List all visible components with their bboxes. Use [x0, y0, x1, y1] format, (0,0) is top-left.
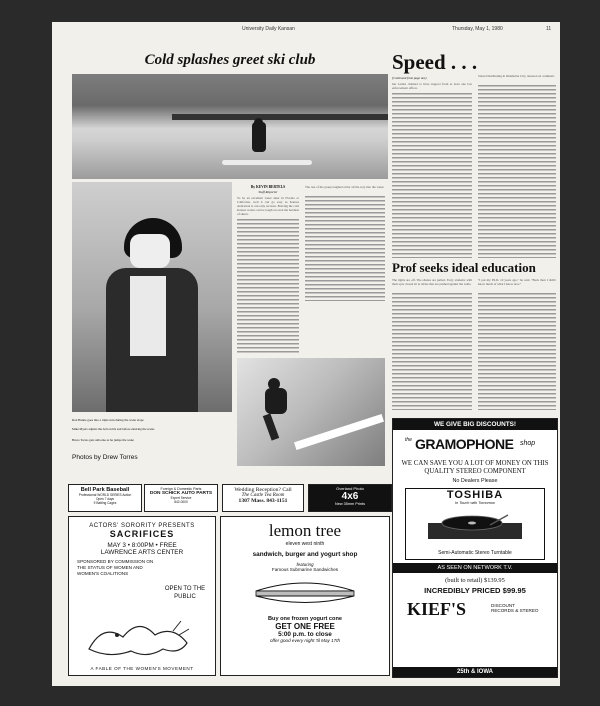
baseball-ad-line-3: 9 Batting Cages [93, 501, 117, 505]
ski-caption-3: Bruce Torres gets airborne as he jumps the wake [72, 438, 134, 442]
overland-photo-ad [308, 484, 392, 512]
folio-paper-name: University Daily Kansan [242, 26, 295, 32]
actors-ad-show: SACRIFICES [109, 529, 175, 539]
lemon-ad-free: GET ONE FREE [275, 622, 335, 631]
gramophone-ad-dealers: No Dealers Please [452, 478, 498, 484]
kiefs-address: 25th & IOWA [393, 667, 557, 677]
actors-sorority-ad [68, 516, 216, 676]
baseball-ad [68, 484, 142, 512]
sandwich-illustration [250, 575, 360, 609]
speed-story-body-continued: States Distributing in Oklahoma City, released on comment. [478, 74, 555, 78]
lemon-ad-name: lemon tree [268, 521, 342, 540]
actors-ad-sponsor: SPONSORED BY COMMISSION ON THE STATUS OF WOMEN AND WOMEN'S COALITIONS [77, 559, 154, 576]
prof-column-1 [392, 292, 472, 410]
prof-story-body: The lights are off. The shades are pulled. Forty students with their eyes closed sit at tables that are pushed against the walls. [392, 278, 472, 287]
gramophone-ad-retail-price: (built to retail) $139.95 [445, 577, 505, 584]
lemon-ad-tagline: sandwich, burger and yogurt shop [252, 551, 358, 558]
auto-parts-ad-line-2: 842-0000 [174, 500, 188, 504]
prof-column-2 [478, 292, 556, 410]
gramophone-ad-the: the [405, 437, 412, 443]
ski-story-byline: By KEVIN BERTELS [250, 185, 286, 189]
speed-continued-line: (Continued from page one) [392, 76, 427, 80]
speed-story-body: but Ladies claimed to have support from at least one law enforcement officer. [392, 82, 472, 90]
newspaper-page [52, 22, 560, 686]
kiefs-logo: KIEF'S [407, 599, 467, 619]
wedding-ad-name: The Castle Tea Room [241, 493, 285, 498]
baseball-ad-line-1: Professional WORLD SERIES Action [78, 493, 132, 497]
wedding-ad-title: Wedding Reception? Call [234, 487, 292, 493]
baseball-ad-title: Bell Park Baseball [80, 487, 130, 493]
kiefs-subtitle: DISCOUNT RECORDS & STEREO [491, 603, 539, 614]
toshiba-tagline: In Touch with Tomorrow [454, 501, 496, 505]
auto-parts-ad-title: Foreign & Domestic Parts [160, 487, 202, 491]
speed-column-1 [392, 92, 472, 258]
actors-ad-title: ACTORS' SORORITY PRESENTS [89, 523, 195, 529]
gramophone-ad-pitch: WE CAN SAVE YOU A LOT OF MONEY ON THIS QUALITY STEREO COMPONENT [401, 460, 549, 475]
actors-ad-dates: MAY 3 • 8:00PM • FREE [107, 542, 177, 549]
actors-ad-fable: A FABLE OF THE WOMEN'S MOVEMENT [90, 666, 194, 671]
skier-jump-photo [237, 358, 385, 466]
auto-parts-ad-name: DON SCHICK AUTO PARTS [149, 491, 213, 496]
lemon-ad-featuring: featuring [296, 562, 314, 567]
water-skier-photo [72, 74, 388, 179]
toshiba-logo: TOSHIBA [446, 489, 504, 501]
photo-credit: Photos by Drew Torres [72, 454, 138, 461]
lemon-ad-address: eleven west ninth [285, 541, 325, 547]
lemon-ad-offer: Buy one frozen yogurt cone [268, 616, 342, 622]
auto-parts-ad [144, 484, 218, 512]
gramophone-ad-shop: shop [520, 440, 536, 447]
gramophone-ad-sale-price: INCREDIBLY PRICED $99.95 [424, 586, 526, 595]
lemon-ad-time: 5:00 p.m. to close [278, 631, 332, 638]
gramophone-ad-network: AS SEEN ON NETWORK T.V. [393, 563, 557, 573]
speed-column-2 [478, 84, 556, 258]
actors-ad-open: OPEN TO THE PUBLIC [164, 586, 206, 600]
ski-caption-1: Ron Hanna goes into a triple turn during the water slope [72, 418, 144, 422]
wedding-ad [222, 484, 304, 512]
speed-story-headline: Speed . . . [392, 50, 478, 74]
ski-story-column-2 [305, 195, 385, 301]
ski-story-column-1 [237, 218, 299, 354]
auto-parts-ad-line-1: Expert Service [170, 496, 192, 500]
overland-ad-size: 4x6 [341, 491, 359, 502]
turntable-illustration [420, 505, 530, 545]
overland-ad-sub: New 35mm Prints [335, 502, 365, 506]
ski-story-headline: Cold splashes greet ski club [144, 52, 316, 68]
ski-story-body: To be an excellent water skier in Florida or California, well it can go easy as Kansas dedication is can only recreate. Braving the cold Kansas waters can be tough on even the hardiest of skiers. [237, 196, 299, 216]
overland-ad-title: Overland Photo [336, 486, 364, 491]
lemon-ad-special: Famous Submarine Sandwiches [271, 567, 339, 572]
gramophone-ad-banner: WE GIVE BIG DISCOUNTS! [393, 419, 557, 430]
baseball-ad-line-2: Open 7 days [95, 497, 115, 501]
folio-page-number: 11 [546, 26, 552, 32]
ski-story-body-continued: The rest of the group laughed at her all the way into the water. [305, 185, 385, 189]
folio-date: Thursday, May 1, 1980 [452, 26, 503, 32]
turntable-product-name: Semi-Automatic Stereo Turntable [438, 550, 512, 556]
gramophone-ad-name: GRAMOPHONE [415, 436, 514, 452]
gramophone-ad [392, 418, 558, 678]
wedding-ad-phone: 1307 Mass. 843-1151 [238, 498, 288, 504]
creature-illustration [83, 613, 203, 661]
ski-caption-2: Mike Myers adjusts the belt on his suit before entering the water. [72, 427, 155, 431]
lemon-ad-expires: offer good every night 'til May 17th [269, 638, 341, 643]
prof-story-headline: Prof seeks ideal education [392, 260, 536, 275]
lemon-tree-ad [220, 516, 390, 676]
skier-portrait-photo [72, 182, 232, 412]
ski-story-staff-line: Staff Reporter [258, 190, 278, 194]
prof-story-body-continued: "I put my Ph.D. 10 years ago," he said. "Back then I didn't know much of what I know now." [478, 278, 556, 287]
actors-ad-venue: LAWRENCE ARTS CENTER [100, 549, 184, 556]
